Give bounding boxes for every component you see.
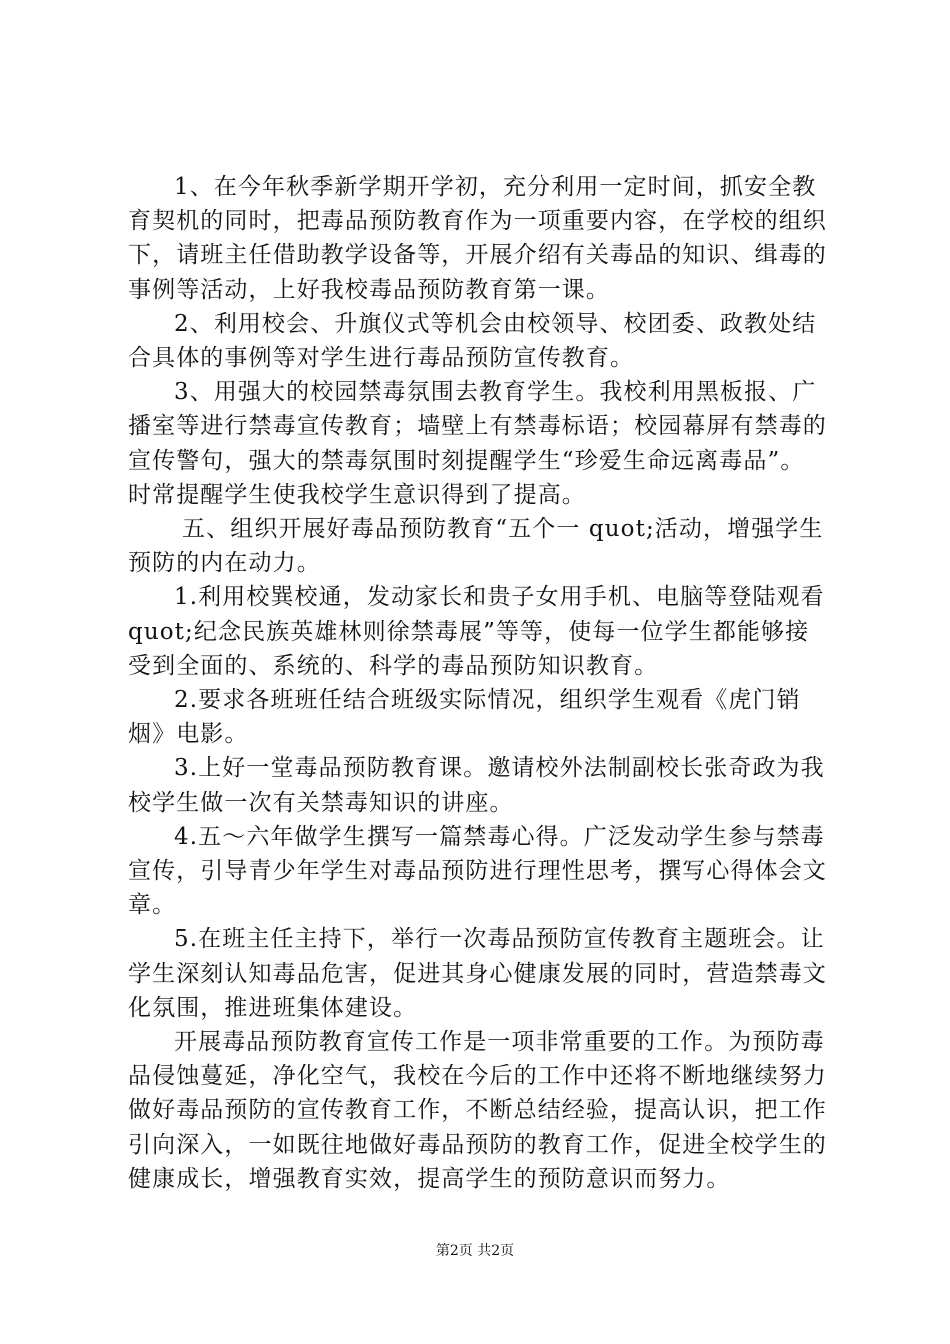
- page-footer: 第2页 共2页: [435, 1243, 515, 1259]
- paragraph-2: 2、利用校会、升旗仪式等机会由校领导、校团委、政教处结合具体的事例等对学生进行毒品预防宣传教育。: [128, 310, 817, 372]
- paragraph-1: 1、在今年秋季新学期开学初，充分利用一定时间，抓安全教育契机的同时，把毒品预防教育作为一项重要内容，在学校的组织下，请班主任借助教学设备等，开展介绍有关毒品的知识、缉毒的事例等活动，上好我校毒品预防教育第一课。: [128, 174, 827, 303]
- paragraph-3: 3、用强大的校园禁毒氛围去教育学生。我校利用黑板报、广播室等进行禁毒宣传教育；墙壁上有禁毒标语；校园幕屏有禁毒的宣传警句，强大的禁毒氛围时刻提醒学生“珍爱生命远离毒品”。时常提醒学生使我校学生意识得到了提高。: [128, 379, 827, 508]
- paragraph-6: 2.要求各班班任结合班级实际情况，组织学生观看《虎门销烟》电影。: [128, 687, 801, 748]
- paragraph-10: 开展毒品预防教育宣传工作是一项非常重要的工作。为预防毒品侵蚀蔓延，净化空气，我校在今后的工作中还将不断地继续努力做好毒品预防的宣传教育工作，不断总结经验，提高认识，把工作引向深入，一如既往地做好毒品预防的教育工作，促进全校学生的健康成长，增强教育实效，提高学生的预防意识而努力。: [128, 1029, 827, 1192]
- paragraph-5: 1.利用校巽校通，发动家长和贵子女用手机、电脑等登陆观看 quot;纪念民族英雄林则徐禁毒展”等等，使每一位学生都能够接受到全面的、系统的、科学的毒品预防知识教育。: [128, 584, 825, 679]
- paragraph-8: 4.五～六年做学生撰写一篇禁毒心得。广泛发动学生参与禁毒宣传，引导青少年学生对毒品预防进行理性思考，撰写心得体会文章。: [128, 823, 827, 919]
- section-heading-5: 五、组织开展好毒品预防教育“五个一 quot;活动，增强学生预防的内在动力。: [128, 516, 824, 577]
- paragraph-7: 3.上好一堂毒品预防教育课。邀请校外法制副校长张奇政为我校学生做一次有关禁毒知识的讲座。: [128, 755, 825, 816]
- document-body: [128, 170, 828, 1196]
- paragraph-9: 5.在班主任主持下，举行一次毒品预防宣传教育主题班会。让学生深刻认知毒品危害，促进其身心健康发展的同时，营造禁毒文化氛围，推进班集体建设。: [128, 926, 827, 1021]
